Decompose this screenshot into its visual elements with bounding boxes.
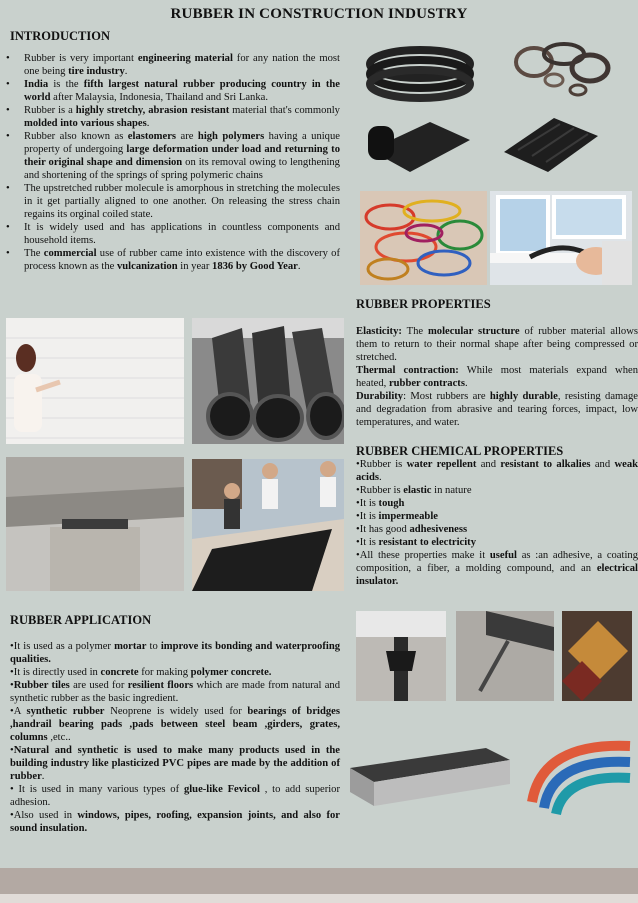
bold-text: resilient floors [127,680,194,691]
chemical-paragraph [356,484,638,497]
text-run: are [176,131,198,142]
text-run: Neoprene is widely used for [104,706,248,717]
bold-text: polymer concrete. [190,667,272,678]
bold-text: rubber contracts [388,378,465,389]
application-paragraph [10,783,340,809]
text-run: are used for [69,680,128,691]
text-run: •It is [356,511,379,522]
bold-text: vulcanization [116,261,178,272]
text-run: in year [177,261,213,272]
properties-paragraph [356,325,638,364]
text-run: • [10,680,14,691]
bold-text: Durability [356,391,404,402]
text-run: • It is used in many various types of [10,784,184,795]
bold-text: commercial [43,248,97,259]
rubber-strip-coil-image [364,42,476,110]
text-run: on its removal owing to lengthening and shortening of the springs of spring polymeric chains [24,157,340,181]
text-run: , to add superior adhesion. [10,784,340,808]
bold-text: large deformation under load and returning to their original shape and dimension [24,144,340,168]
roof-rubber-membrane-image [192,459,344,591]
text-run: which are made from natural and synthetic rubber as the basic ingredient. [10,680,341,704]
properties-paragraph [356,364,638,390]
properties-text [356,325,638,429]
text-run: , resisting damage and degradation from abrasive and tearing forces, impact, low temperatures, and water. [356,391,638,428]
bold-text: windows, pipes, roofing, expansion joints, and also for sound insulation. [10,810,340,834]
intro-bullet [24,130,340,182]
bold-text: bearings of bridges ,handrail bearing pads ,pads between steel beam ,girders, grates, columns [10,706,340,743]
application-paragraph [10,809,340,835]
bold-text: resistant to alkalies [500,459,591,470]
window-seal-image [490,191,632,285]
bold-text: molded into various shapes [24,118,147,129]
bold-text: highly durable [489,391,558,402]
bold-text: elastic [403,485,432,496]
text-run: . [297,261,301,272]
text-run: ,etc.. [47,732,71,743]
text-run: having a unique property of undergoing [24,131,340,155]
chemical-heading: RUBBER CHEMICAL PROPERTIES [356,444,564,458]
text-run: material that's commonly [229,105,340,116]
page-title: RUBBER IN CONSTRUCTION INDUSTRY [170,6,468,22]
intro-bullet [24,104,340,130]
bold-text: synthetic rubber [26,706,105,717]
intro-bullet [24,78,340,104]
bold-text: molecular structure [427,326,520,337]
text-run: as :an adhesive, a coating composition, a fiber, a molding compound, and an [356,550,638,574]
text-run: . [378,472,382,483]
text-run: . [464,378,468,389]
bold-text: Natural and synthetic is used to make many products used in the building industry like plasticized PVC pipes are made by the addition of rubber [10,745,340,782]
bold-text: adhesiveness [409,524,468,535]
text-run: Rubber also known as [24,131,128,142]
rubber-wall-panel-image [6,318,184,444]
text-run: •It is [356,537,379,548]
application-text [10,640,340,835]
text-run: •Also used in [10,810,78,821]
application-paragraph [10,705,340,744]
text-run: after Malaysia, Indonesia, Thailand and Sri Lanka. [50,92,268,103]
bold-text: high polymers [197,131,265,142]
text-run: The [24,248,44,259]
text-run: • [10,745,14,756]
rubber-rings-image [512,40,612,102]
bold-text: Thermal contraction: [356,365,459,376]
text-run: in nature [431,485,472,496]
bold-text: engineering material [137,53,233,64]
rubber-tiles-image [562,611,632,701]
application-paragraph [10,744,340,783]
bold-text: tire industry [68,66,125,77]
chemical-text [356,458,638,588]
text-run: The [401,326,428,337]
application-paragraph [10,666,340,679]
bold-text: highly stretchy, abrasion resistant [75,105,230,116]
drainage-channel-image [346,744,514,810]
rubber-sheet-image [498,112,602,178]
application-paragraph [10,679,340,705]
bold-text: tough [378,498,405,509]
text-run: Rubber is a [24,105,76,116]
expansion-joint-image [356,611,446,701]
bold-text: electrical insulator. [356,563,638,587]
intro-bullet [24,247,340,273]
bold-text: impermeable [378,511,438,522]
bold-text: glue-like Fevicol [183,784,260,795]
bold-text: concrete [100,667,139,678]
chemical-paragraph [356,549,638,588]
bold-text: Rubber tiles [13,680,70,691]
text-run: is the [48,79,84,90]
text-run: It is widely used and has applications in countless components and household items. [24,222,340,246]
text-run: of rubber material allows them to return to their normal shape after being compressed or stretched. [356,326,638,363]
rubber-mat-roll-image [360,112,480,178]
text-run: The upstretched rubber molecule is amorphous in stretching the molecules in it get partially aligned to one another. On releasing the stress chain regains its orginal coiled state. [24,183,340,220]
properties-heading: RUBBER PROPERTIES [356,297,491,311]
chemical-paragraph [356,536,638,549]
intro-bullet [24,52,340,78]
text-run: and [590,459,615,470]
text-run: . [146,118,150,129]
text-run: use of rubber came into existence with the discovery of process known as the [24,248,340,272]
text-run: •Rubber is [356,459,407,470]
intro-bullet [24,182,340,221]
intro-bullet [24,221,340,247]
text-run: •It is [356,498,379,509]
text-run: : Most rubbers are [403,391,490,402]
properties-paragraph [356,390,638,429]
text-run: for making [138,667,191,678]
bridge-bearing-image [6,457,184,591]
text-run: and [476,459,501,470]
text-run: •All these properties make it [356,550,490,561]
text-run: to [146,641,161,652]
bold-text: elastomers [127,131,177,142]
intro-heading: INTRODUCTION [10,29,111,43]
bold-text: useful [489,550,517,561]
text-run: for any nation the most one being [24,53,340,77]
bold-text: resistant to electricity [378,537,477,548]
bold-text: water repellent [406,459,477,470]
intro-text [4,52,340,273]
text-run: Rubber is very important [24,53,138,64]
text-run: . [124,66,128,77]
bold-text: 1836 by Good Year [212,261,298,272]
bold-text: India [24,79,49,90]
bold-text: fifth largest natural rubber producing country in the world [24,79,340,103]
chemical-paragraph [356,458,638,484]
text-run: •It is directly used in [10,667,101,678]
chemical-paragraph [356,523,638,536]
text-run: While most materials expand when heated, [356,365,638,389]
rubber-pipes-image [192,318,344,444]
footer-line [0,894,638,903]
chemical-paragraph [356,497,638,510]
chemical-paragraph [356,510,638,523]
footer-band [0,868,638,894]
application-paragraph [10,640,340,666]
text-run: •It has good [356,524,410,535]
bold-text: weak acids [356,459,638,483]
rubber-bands-image [360,191,487,285]
application-heading: RUBBER APPLICATION [10,613,152,627]
text-run: •A [10,706,27,717]
rubber-hoses-image [522,732,632,822]
text-run: . [41,771,45,782]
text-run: •Rubber is [356,485,404,496]
text-run: •It is used as a polymer [10,641,115,652]
bold-text: mortar [114,641,147,652]
bold-text: improve its bonding and waterproofing qualities. [10,641,341,665]
bold-text: Elasticity: [356,326,402,337]
handrail-bearing-image [456,611,554,701]
